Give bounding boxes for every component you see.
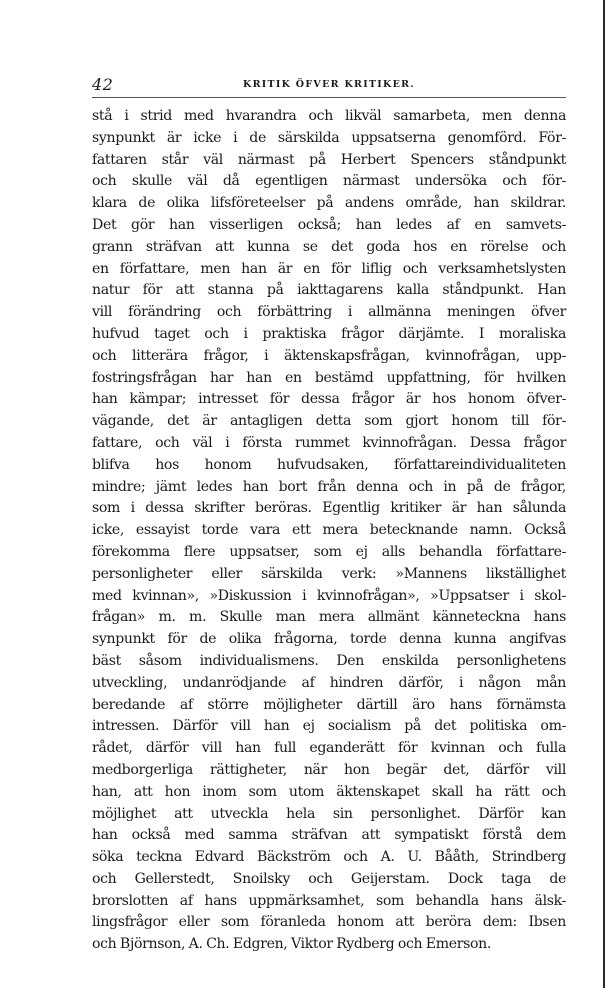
text-line: han kämpar; intresset för dessa frågor är hos honom öfver- [92,391,566,408]
text-line: vill förändring och förbättring i allmänna meningen öfver [92,304,566,321]
header-rule [92,97,566,98]
text-line: som i dessa skrifter beröras. Egentlig kritiker är han sålunda [92,500,566,517]
page-number: 42 [92,75,114,94]
text-line: fostringsfrågan har han en bestämd uppfattning, för hvilken [92,369,566,386]
text-line: synpunkt för de olika frågorna, torde denna kunna angifvas [92,631,566,648]
text-line: synpunkt är icke i de särskilda uppsatserna genomförd. För- [92,129,566,146]
text-line: personligheter eller särskilda verk: »Mannens likställighet [92,565,566,582]
text-line: mindre; jämt ledes han bort från denna och in på de frågor, [92,478,566,495]
text-line: Det gör han visserligen också; han ledes af en samvets- [92,216,566,233]
text-line: klara de olika lifsföreteelser på andens område, han skildrar. [92,195,566,212]
text-line: icke, essayist torde vara ett mera betecknande namn. Också [92,522,566,539]
text-line: och skulle väl då egentligen närmast undersöka och för- [92,173,566,190]
text-line: bäst såsom individualismens. Den enskilda personlighetens [92,652,566,669]
text-line: lingsfrågor eller som föranleda honom att beröra dem: Ibsen [92,914,566,931]
text-line: fattare, och väl i första rummet kvinnofrågan. Dessa frågor [92,434,566,451]
text-line: utveckling, undanrödjande af hindren därför, i någon mån [92,674,566,691]
text-line: och litterära frågor, i äktenskapsfrågan, kvinnofrågan, upp- [92,347,566,364]
text-line: hufvud taget och i praktiska frågor därjämte. I moraliska [92,325,566,342]
text-line: förekomma flere uppsatser, som ej alls behandla författare- [92,543,566,560]
page-header [92,75,566,97]
text-line: vägande, det är antagligen detta som gjort honom till för- [92,413,566,430]
text-line: blifva hos honom hufvudsaken, författareindividualiteten [92,456,566,473]
text-line: en författare, men han är en för liflig och verksamhetslysten [92,260,566,277]
text-line: brorslotten af hans uppmärksamhet, som behandla hans älsk- [92,892,566,909]
text-line: frågan» m. m. Skulle man mera allmänt känneteckna hans [92,609,566,626]
text-line: medborgerliga rättigheter, när hon begär det, därför vill [92,761,566,778]
text-line: natur för att stanna på iakttagarens kalla ståndpunkt. Han [92,282,566,299]
page-edge-border [603,0,605,988]
text-line: intressen. Därför vill han ej socialism på det politiska om- [92,718,566,735]
text-line: rådet, därför vill han full eganderätt för kvinnan och fulla [92,740,566,757]
text-line: stå i strid med hvarandra och likväl samarbeta, men denna [92,108,566,124]
text-line: och Gellerstedt, Snoilsky och Geijerstam. Dock taga de [92,870,566,887]
text-line: fattaren står väl närmast på Herbert Spencers ståndpunkt [92,151,566,168]
text-line: han också med samma sträfvan att sympatiskt förstå dem [92,827,566,844]
running-title: KRITIK ÖFVER KRITIKER. [243,79,415,90]
text-line: och Björnson, A. Ch. Edgren, Viktor Rydberg och Emerson. [92,936,491,953]
text-line: grann sträfvan att kunna se det goda hos en rörelse och [92,238,566,255]
text-line: beredande af större möjligheter därtill äro hans förnämsta [92,696,566,713]
text-line: han, att hon inom som utom äktenskapet skall ha rätt och [92,783,566,800]
text-line: möjlighet att utveckla hela sin personlighet. Därför kan [92,805,566,822]
text-line: med kvinnan», »Diskussion i kvinnofrågan», »Uppsatser i skol- [92,587,566,604]
body-text [92,106,566,956]
text-line: söka teckna Edvard Bäckström och A. U. Bååth, Strindberg [92,849,566,866]
